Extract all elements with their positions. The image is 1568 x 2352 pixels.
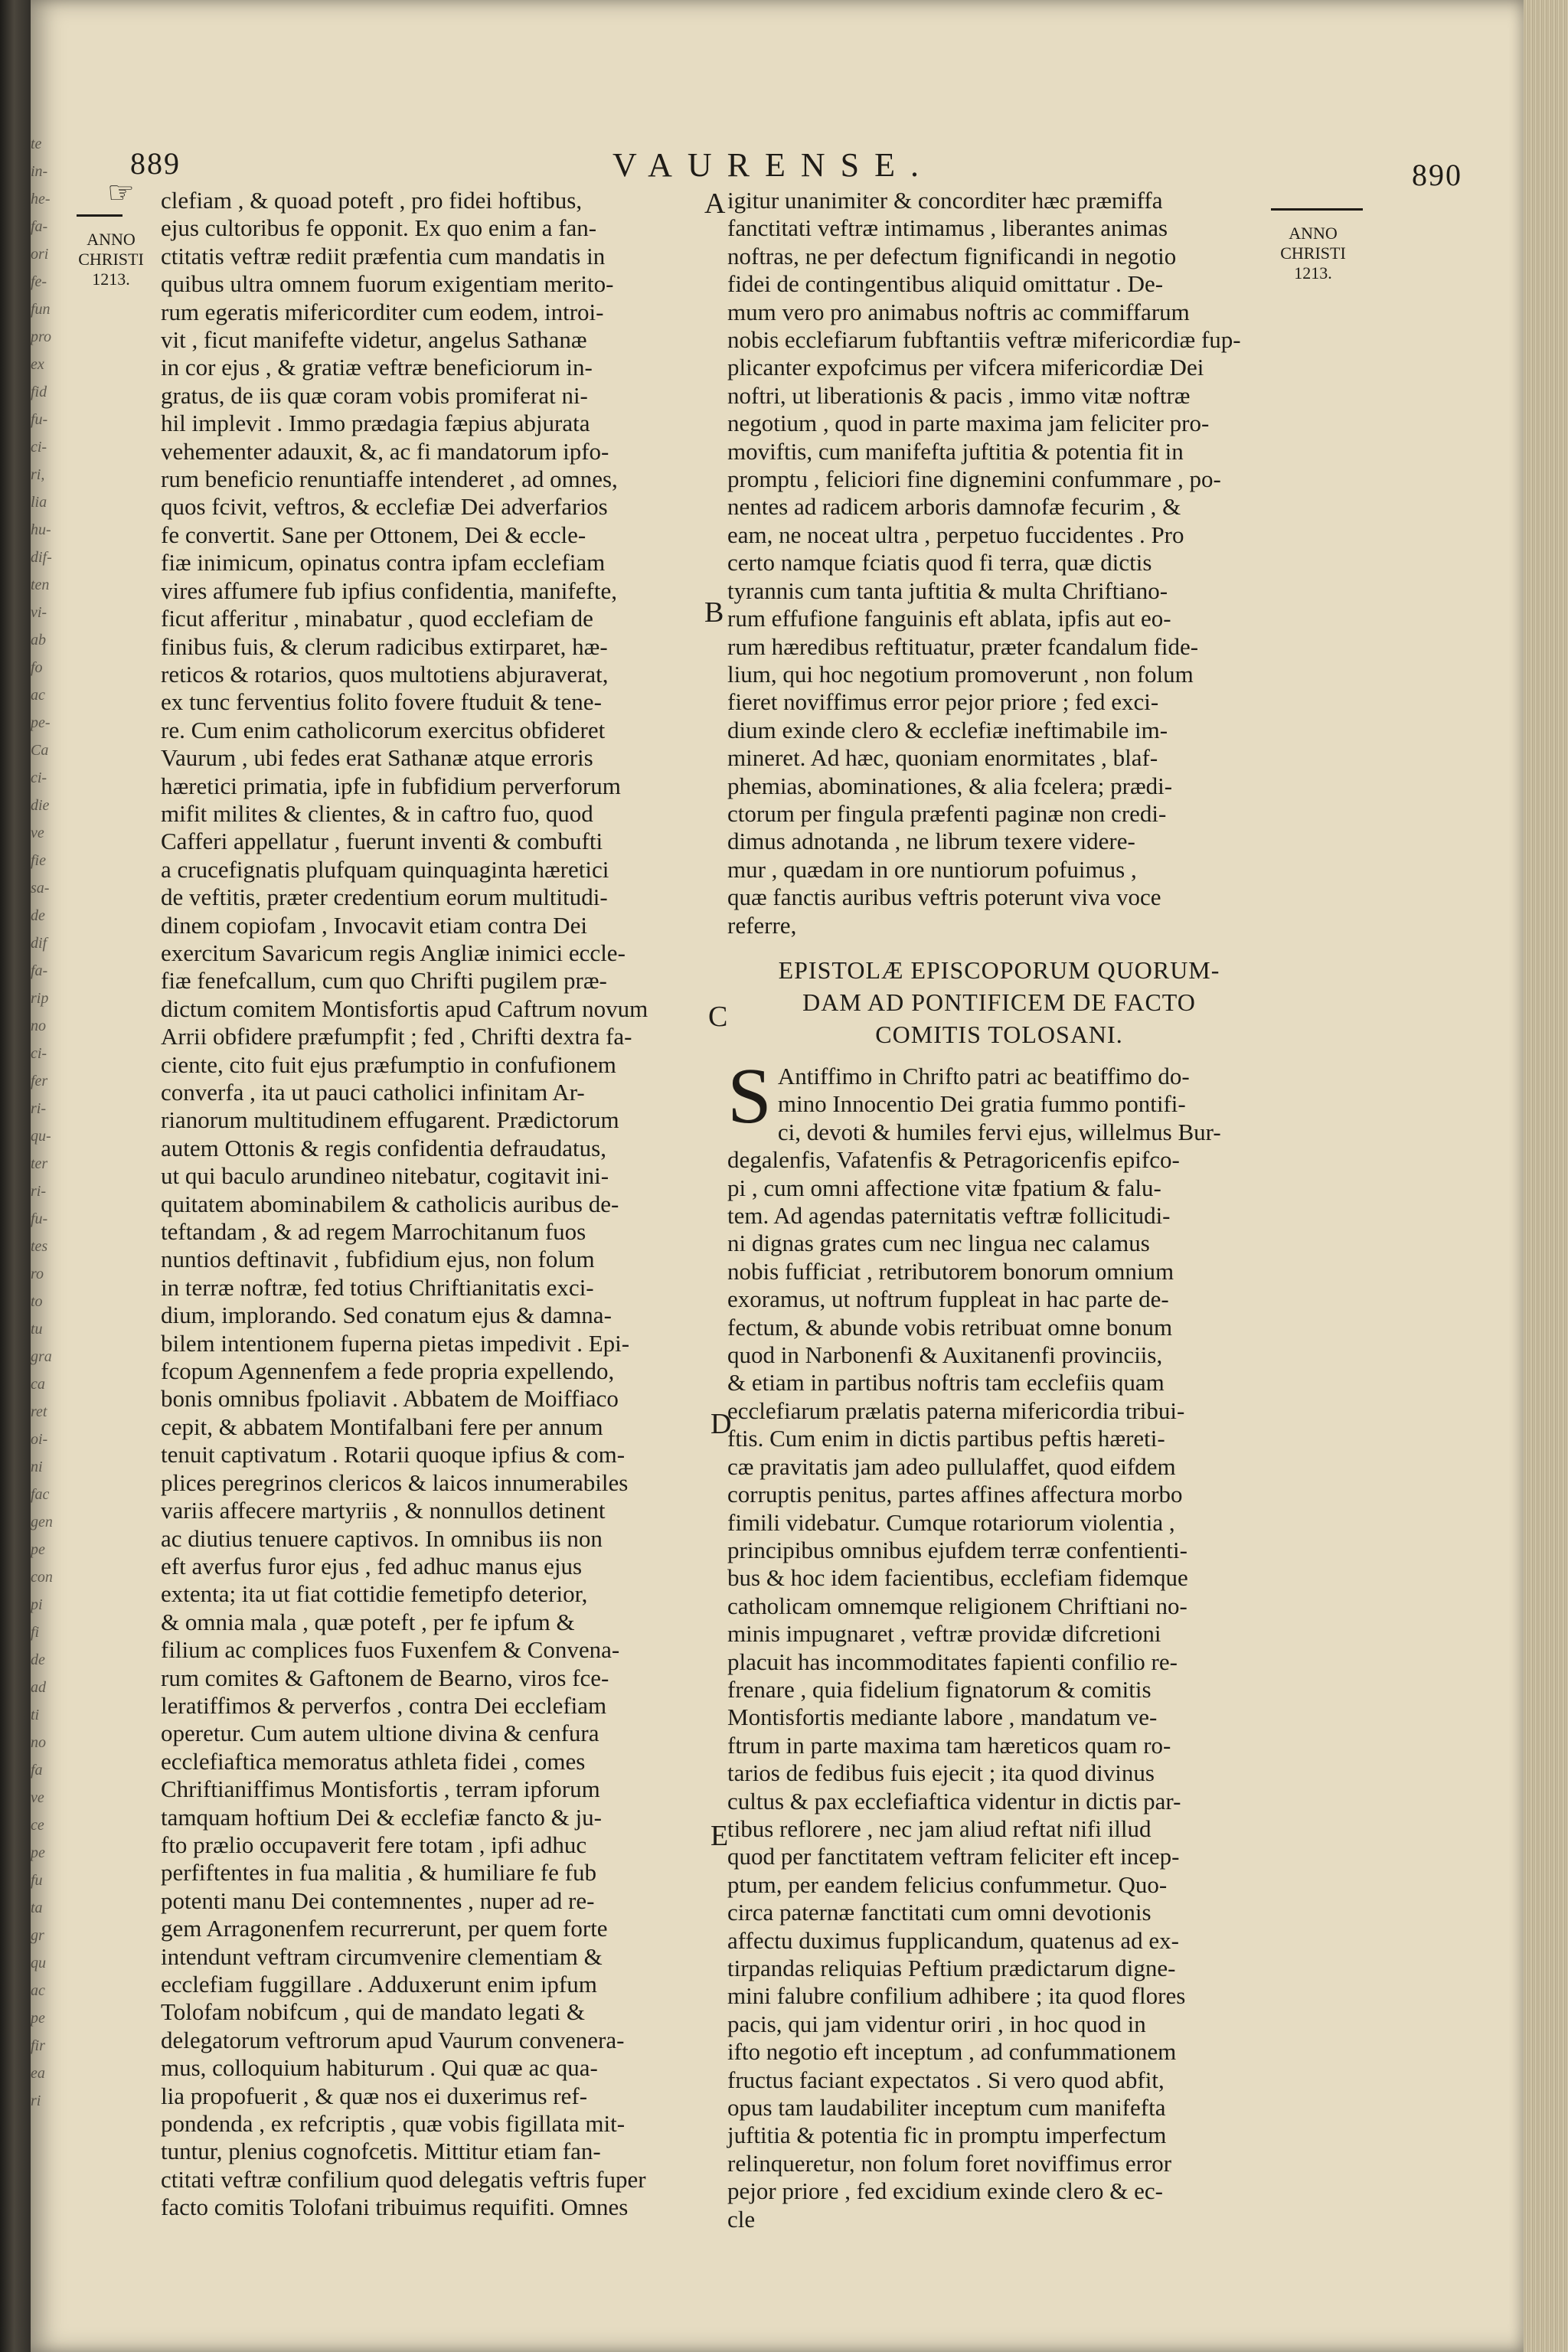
text-line: mineret. Ad hæc, quoniam enormitates , blaf- xyxy=(727,744,1158,772)
text-line: exercitum Savaricum regis Angliæ inimici eccle- xyxy=(161,939,626,966)
facing-page-fragment: ri- xyxy=(31,1100,46,1117)
text-line: rum effufione fanguinis eft ablata, ipfis aut eo- xyxy=(727,605,1171,632)
section-marker-d: D xyxy=(710,1408,732,1440)
text-line: circa paternæ fanctitati cum omni devotionis xyxy=(727,1899,1152,1926)
text-line: principibus omnibus ejufdem terræ confentienti- xyxy=(727,1536,1187,1563)
text-line: Antiffimo in Chrifto patri ac beatiffimo do- xyxy=(777,1063,1190,1089)
facing-page-fragment: fie xyxy=(31,852,46,869)
book-page xyxy=(31,0,1524,2352)
text-line: fiæ inimicum, opinatus contra ipfam ecclefiam xyxy=(161,549,606,577)
text-line: mur , quædam in ore nuntiorum pofuimus , xyxy=(727,855,1137,883)
text-line: extenta; ita ut fiat cottidie femetipfo deterior, xyxy=(161,1580,588,1608)
page-number-left: 889 xyxy=(130,146,181,181)
text-line: cæ pravitatis jam adeo pullulaffet, quod eifdem xyxy=(727,1452,1176,1480)
text-line: quitatem abominabilem & catholicis auribus de- xyxy=(161,1190,619,1217)
text-line: noftras, ne per defectum fignificandi in negotio xyxy=(727,242,1177,270)
text-line: ut qui baculo arundineo nitebatur, cogitavit ini- xyxy=(161,1162,609,1190)
heading-line: EPISTOLÆ EPISCOPORUM QUORUM- xyxy=(778,956,1220,984)
text-line: gem Arragonenfem recurrerunt, per quem forte xyxy=(161,1915,608,1942)
text-line: cle xyxy=(727,2205,756,2233)
facing-page-fragment: oi- xyxy=(31,1431,48,1448)
section-marker-c: C xyxy=(708,1001,728,1033)
facing-page-fragment: dif xyxy=(31,935,47,952)
text-line: potenti manu Dei contemnentes , nuper ad re- xyxy=(161,1886,595,1914)
facing-page-fragment: ci- xyxy=(31,769,47,786)
text-line: Vaurum , ubi fedes erat Sathanæ atque erroris xyxy=(161,744,593,772)
text-line: ctitatis veftræ rediit præfentia cum mandatis in xyxy=(161,242,606,270)
text-line: nentes ad radicem arboris damnofæ fecurim , & xyxy=(727,493,1181,521)
text-line: ftrum in parte maxima tam hæreticos quam ro- xyxy=(727,1731,1171,1759)
text-line: pi , cum omni affectione vitæ fpatium & falu- xyxy=(727,1174,1161,1201)
facing-page-fragment: fu- xyxy=(31,1210,48,1227)
facing-page-fragment: ci- xyxy=(31,439,47,456)
text-line: noftri, ut liberationis & pacis , immo vitæ noftræ xyxy=(727,381,1191,409)
page-edges xyxy=(1524,0,1568,2352)
text-line: quod in Narbonenfi & Auxitanenfi provinciis, xyxy=(727,1341,1163,1369)
facing-page-fragment: qu- xyxy=(31,1128,51,1145)
text-line: tuntur, plenius cognofcetis. Mittitur etiam fan- xyxy=(161,2138,601,2165)
text-line: opus tam laudabiliter inceptum cum manifefta xyxy=(727,2094,1166,2122)
text-line: promptu , feliciori fine dignemini confummare , po- xyxy=(727,466,1221,493)
text-line: ejus cultoribus fe opponit. Ex quo enim a fan- xyxy=(161,214,597,242)
text-line: plices peregrinos clericos & laicos innumerabiles xyxy=(161,1468,629,1496)
text-line: Chriftianiffimus Montisfortis , terram ipforum xyxy=(161,1775,600,1803)
text-line: ac diutius tenuere captivos. In omnibus iis non xyxy=(161,1524,603,1552)
year-note-right xyxy=(1271,224,1355,283)
text-line: in terræ noftræ, fed totius Chriftianitatis exci- xyxy=(161,1273,594,1301)
facing-page-fragment: gra xyxy=(31,1348,52,1365)
text-line: tibus reflorere , nec jam aliud reftat nifi illud xyxy=(727,1815,1152,1842)
facing-page-fragment: fa- xyxy=(31,962,48,979)
text-line: referre, xyxy=(727,911,797,939)
text-line: ex tunc ferventius folito fovere ftuduit & tene- xyxy=(161,688,602,716)
text-line: fiæ fenefcallum, cum quo Chrifti pugilem præ- xyxy=(161,967,607,995)
facing-page-fragment: ter xyxy=(31,1155,48,1172)
facing-page-fragment: gr xyxy=(31,1927,44,1944)
text-line: filium ac complices fuos Fuxenfem & Convena- xyxy=(161,1636,620,1664)
year-note-right-line: ANNO xyxy=(1289,224,1338,243)
facing-page-fragment: ri- xyxy=(31,1183,46,1200)
section-marker-a: A xyxy=(704,188,726,220)
page-number-right: 890 xyxy=(1412,158,1462,192)
text-line: placuit has incommoditates fapienti confilio re- xyxy=(727,1648,1178,1675)
text-line: dimus adnotanda , ne librum texere videre- xyxy=(727,828,1135,855)
facing-page-fragment: fid xyxy=(31,384,47,400)
text-line: fimili videbatur. Cumque rotariorum violentia , xyxy=(727,1508,1175,1536)
text-line: finibus fuis, & clerum radicibus extirparet, hæ- xyxy=(161,632,608,660)
text-line: degalenfis, Vafatenfis & Petragoricenfis epifco- xyxy=(727,1146,1180,1174)
text-line: bonis omnibus fpoliavit . Abbatem de Moiffiaco xyxy=(161,1385,619,1413)
text-line: & etiam in partibus noftris tam ecclefiis quam xyxy=(727,1369,1165,1396)
facing-page-fragment: ve xyxy=(31,1789,44,1806)
year-note-left-line: ANNO xyxy=(87,230,136,249)
text-line: bus & hoc idem facientibus, ecclefiam fidemque xyxy=(727,1564,1188,1592)
facing-page-fragment: ri, xyxy=(31,466,45,483)
heading-line: COMITIS TOLOSANI. xyxy=(875,1021,1123,1048)
text-line: perfiftentes in fua malitia , & humiliare fe fub xyxy=(161,1859,596,1886)
text-line: lia propofuerit , & quæ nos ei duxerimus ref- xyxy=(161,2082,588,2109)
facing-page-fragment: fu- xyxy=(31,411,48,428)
text-line: clefiam , & quoad poteft , pro fidei hoftibus, xyxy=(161,187,583,214)
facing-page-fragment: fer xyxy=(31,1073,48,1089)
facing-page-fragment: ci- xyxy=(31,1045,47,1062)
text-line: tenuit captivatum . Rotarii quoque ipfius & com- xyxy=(161,1441,626,1468)
text-line: ctorum per fingula præfenti paginæ non credi- xyxy=(727,799,1167,827)
facing-page-fragment: ri xyxy=(31,2092,41,2109)
year-note-right-line: 1213. xyxy=(1294,263,1332,283)
text-line: fieret noviffimus error pejor priore ; fed exci- xyxy=(727,688,1159,716)
facing-page-fragment: fac xyxy=(31,1486,50,1503)
text-line: quibus ultra omnem fuorum exigentiam merito- xyxy=(161,270,614,298)
text-line: phemias, abominationes, & alia fcelera; prædi- xyxy=(727,772,1173,799)
text-line: negotium , quod in parte maxima jam feliciter pro- xyxy=(727,410,1210,437)
text-line: dium exinde clero & ecclefiæ ineftimabile im- xyxy=(727,716,1168,743)
facing-page-fragment: fi xyxy=(31,1624,40,1641)
text-line: certo namque fciatis quod fi terra, quæ dictis xyxy=(727,549,1152,577)
text-line: delegatorum veftrorum apud Vaurum convenera- xyxy=(161,2026,625,2053)
text-line: fanctitati veftræ intimamus , liberantes animas xyxy=(727,214,1168,242)
text-line: rum hæredibus reftituatur, præter fcandalum fide- xyxy=(727,632,1199,660)
text-line: a crucefignatis plufquam quinquaginta hæretici xyxy=(161,855,609,883)
facing-page-fragment: he- xyxy=(31,191,51,207)
text-line: ci, devoti & humiles fervi ejus, willelmus Bur- xyxy=(777,1118,1221,1145)
year-note-left-line: CHRISTI xyxy=(78,250,144,269)
facing-page-fragment: ve xyxy=(31,825,44,841)
letter-heading xyxy=(735,954,1263,1050)
facing-page-fragment: pe xyxy=(31,1541,45,1558)
text-line: rum egeratis mifericorditer cum eodem, introi- xyxy=(161,298,604,325)
text-line: corruptis penitus, partes affines affectura morbo xyxy=(727,1481,1183,1508)
text-line: mus, colloquium habiturum . Qui quæ ac qua- xyxy=(161,2054,598,2082)
text-line: bilem intentionem fuperna pietas impedivit . Epi- xyxy=(161,1329,630,1357)
text-line: tirpandas reliquias Peftium prædictarum digne- xyxy=(727,1955,1176,1981)
text-line: pacis, qui jam videntur oriri , in hoc quod in xyxy=(727,2010,1146,2037)
text-line: plicanter expofcimus per vifcera mifericordiæ Dei xyxy=(727,354,1204,381)
text-line: facto comitis Tolofani tribuimus requifiti. Omnes xyxy=(161,2194,629,2221)
facing-page-fragment: no xyxy=(31,1018,46,1034)
text-line: vires affumere fub ipfius confidentia, manifefte, xyxy=(161,577,617,604)
facing-page-fragment: dif- xyxy=(31,549,52,566)
facing-page-fragment: de xyxy=(31,1651,45,1668)
text-line: dium, implorando. Sed conatum ejus & damna- xyxy=(161,1302,612,1329)
facing-page-fragment: no xyxy=(31,1734,46,1751)
text-line: mini falubre confilium adhibere ; ita quod flores xyxy=(727,1982,1186,2010)
margin-rule-right xyxy=(1271,208,1363,211)
text-line: frenare , quia fidelium fignatorum & comitis xyxy=(727,1675,1152,1703)
facing-page-fragment: ten xyxy=(31,577,50,593)
facing-page-fragment: gen xyxy=(31,1514,53,1530)
left-text-column xyxy=(161,187,720,2222)
facing-page-fragment: ab xyxy=(31,632,46,648)
facing-page-fragment: ca xyxy=(31,1376,45,1393)
margin-rule-left xyxy=(77,214,122,217)
text-line: ftis. Cum enim in dictis partibus peftis hæreti- xyxy=(727,1425,1165,1452)
text-line: eam, ne noceat ultra , perpetuo fuccidentes . Pro xyxy=(727,521,1184,548)
text-line: pondenda , ex refcriptis , quæ vobis figillata mit- xyxy=(161,2110,626,2138)
text-line: rum beneficio renuntiaffe intenderet , ad omnes, xyxy=(161,466,618,493)
text-line: ficut afferitur , minabatur , quod ecclefiam de xyxy=(161,605,593,632)
facing-page-fragment: lia xyxy=(31,494,47,511)
text-line: mum vero pro animabus noftris ac commiffarum xyxy=(727,298,1190,325)
facing-page-fragment: ex xyxy=(31,356,44,373)
text-line: lium, qui hoc negotium promoverunt , non folum xyxy=(727,660,1194,688)
text-line: ptum, per eandem felicius confummetur. Quo- xyxy=(727,1870,1168,1898)
text-line: dinem copiofam , Invocavit etiam contra Dei xyxy=(161,911,587,939)
facing-page-fragment: tes xyxy=(31,1238,48,1255)
text-line: cultus & pax ecclefiaftica videntur in dictis par- xyxy=(727,1787,1181,1815)
facing-page-fragment: ac xyxy=(31,1982,45,1999)
text-line: ecclefiam fuggillare . Adduxerunt enim ipfum xyxy=(161,1971,597,1998)
text-line: fe convertit. Sane per Ottonem, Dei & eccle- xyxy=(161,521,586,548)
text-line: catholicam omnemque religionem Chriftiani no- xyxy=(727,1592,1187,1619)
facing-page-fragment: qu xyxy=(31,1955,46,1971)
running-head: VAURENSE. xyxy=(612,146,934,184)
facing-page-fragment: in- xyxy=(31,163,48,180)
text-line: variis affecere martyriis , & nonnullos detinent xyxy=(161,1497,606,1524)
text-line: minis impugnaret , veftræ providæ difcretioni xyxy=(727,1620,1161,1648)
facing-page-fragment: fa xyxy=(31,1762,43,1779)
text-line: hil implevit . Immo prædagia fæpius abjurata xyxy=(161,410,590,437)
facing-page-fragment: ce xyxy=(31,1817,44,1834)
facing-page-fragment: ad xyxy=(31,1679,46,1696)
facing-page-fragment: ta xyxy=(31,1900,43,1916)
text-line: mifit milites & clientes, & in caftro fuo, quod xyxy=(161,799,593,827)
text-line: rianorum multitudinem effugarent. Prædictorum xyxy=(161,1106,619,1134)
text-line: de veftitis, præter credentium eorum multitudi- xyxy=(161,884,608,911)
facing-page-fragment: ea xyxy=(31,2065,45,2082)
text-line: reticos & rotarios, quos multotiens abjuraverat, xyxy=(161,660,609,688)
text-line: leratiffimos & perverfos , contra Dei ecclefiam xyxy=(161,1691,607,1719)
facing-page-fragment: ro xyxy=(31,1266,44,1282)
text-line: ctitati veftræ confilium quod delegatis veftris fuper xyxy=(161,2165,646,2193)
year-note-left xyxy=(69,230,153,289)
text-line: tamquam hoftium Dei & ecclefiæ fancto & ju- xyxy=(161,1803,602,1831)
facing-page-fragment: ac xyxy=(31,687,45,704)
facing-page-fragment: ti xyxy=(31,1707,40,1723)
pointing-hand-icon: ☞ xyxy=(107,175,135,210)
facing-page-fragment: te xyxy=(31,136,42,152)
text-line: nuntios deftinavit , fubfidium ejus, non folum xyxy=(161,1246,595,1273)
text-line: ciente, cito fuit ejus præfumptio in confufionem xyxy=(161,1050,616,1078)
facing-page-fragment: fu xyxy=(31,1872,43,1889)
text-line: Cafferi appellatur , fuerunt inventi & combufti xyxy=(161,828,603,855)
facing-page-fragment: ni xyxy=(31,1459,43,1475)
text-line: autem Ottonis & regis confidentia defraudatus, xyxy=(161,1134,606,1161)
text-line: in cor ejus , & gratiæ veftræ beneficiorum in- xyxy=(161,354,593,381)
year-note-right-line: CHRISTI xyxy=(1280,243,1346,263)
text-line: tarios de fedibus fuis ejecit ; ita quod divinus xyxy=(727,1759,1155,1787)
text-line: fructus faciant expectatos . Si vero quod abfit, xyxy=(727,2066,1165,2093)
text-line: gratus, de iis quæ coram vobis promiferat ni- xyxy=(161,381,588,409)
text-line: Tolofam nobifcum , qui de mandato legati & xyxy=(161,1998,585,2026)
facing-page-fragment: de xyxy=(31,907,45,924)
text-line: ni dignas grates cum nec lingua nec calamus xyxy=(727,1230,1150,1257)
facing-page-fragment: fir xyxy=(31,2037,45,2054)
facing-page-fragment: tu xyxy=(31,1321,43,1338)
facing-page-fragment: Ca xyxy=(31,742,49,759)
text-line: vehementer adauxit, &, ac fi mandatorum ipfo- xyxy=(161,437,609,465)
text-line: vit , ficut manifefte videtur, angelus Sathanæ xyxy=(161,326,587,354)
text-line: teftandam , & ad regem Marrochitanum fuos xyxy=(161,1218,586,1246)
facing-page-fragment: die xyxy=(31,797,50,814)
facing-page-fragment: sa- xyxy=(31,880,50,897)
facing-page-fragment: hu- xyxy=(31,521,51,538)
facing-page-fragment: fun xyxy=(31,301,51,318)
right-text-column-letter xyxy=(727,1052,1256,2233)
facing-page-fragment: fo xyxy=(31,659,43,676)
facing-page-fragment: pro xyxy=(31,328,52,345)
text-line: eft averfus furor ejus , fed adhuc manus ejus xyxy=(161,1552,583,1579)
facing-page-fragment: con xyxy=(31,1569,53,1586)
text-line: igitur unanimiter & concorditer hæc præmiffa xyxy=(727,187,1163,214)
text-line: juftitia & potentia fic in promptu imperfectum xyxy=(727,2122,1167,2149)
text-line: Montisfortis mediante labore , mandatum ve- xyxy=(727,1704,1158,1731)
text-line: nobis ecclefiarum fubftantiis veftræ mifericordiæ fup- xyxy=(727,326,1241,354)
section-marker-e: E xyxy=(710,1820,729,1852)
text-line: affectu duximus fupplicandum, quatenus ad ex- xyxy=(727,1926,1179,1954)
text-line: fto prælio occupaverit fere totam , ipfi adhuc xyxy=(161,1831,587,1858)
text-line: nobis fufficiat , retributorem bonorum omnium xyxy=(727,1257,1174,1285)
facing-page-fragment: fe- xyxy=(31,273,47,290)
text-line: tem. Ad agendas paternitatis veftræ follicitudi- xyxy=(727,1202,1171,1230)
text-line: exoramus, ut noftrum fuppleat in hac parte de- xyxy=(727,1285,1169,1313)
text-line: & omnia mala , quæ poteft , per fe ipfum & xyxy=(161,1608,575,1635)
text-line: quæ fanctis auribus veftris poterunt viva voce xyxy=(727,884,1161,911)
text-line: fcopum Agennenfem a fede propria expellendo, xyxy=(161,1357,615,1385)
text-line: mino Innocentio Dei gratia fummo pontifi- xyxy=(777,1090,1186,1118)
drop-cap: S xyxy=(727,1052,772,1140)
text-line: operetur. Cum autem ultione divina & cenfura xyxy=(161,1720,599,1747)
text-line: dictum comitem Montisfortis apud Caftrum novum xyxy=(161,995,648,1022)
text-line: ecclefiarum prælatis paterna mifericordia tribui- xyxy=(727,1396,1185,1424)
text-line: relinqueretur, non folum foret noviffimus error xyxy=(727,2149,1172,2177)
right-text-column-top xyxy=(727,187,1256,939)
text-line: converfa , ita ut pauci catholici infinitam Ar- xyxy=(161,1079,585,1106)
facing-page-fragment: ret xyxy=(31,1403,47,1420)
text-line: re. Cum enim catholicorum exercitus obfideret xyxy=(161,716,606,743)
facing-page-fragment: pe- xyxy=(31,714,51,731)
text-line: pejor priore , fed excidium exinde clero & ec- xyxy=(727,2177,1163,2205)
heading-line: DAM AD PONTIFICEM DE FACTO xyxy=(802,988,1196,1016)
facing-page-fragment: vi- xyxy=(31,604,47,621)
facing-page-fragment: rip xyxy=(31,990,49,1007)
text-line: ifto negotio eft inceptum , ad confummationem xyxy=(727,2038,1177,2066)
text-line: Arrii obfidere præfumpfit ; fed , Chrifti dextra fa- xyxy=(161,1023,632,1050)
text-line: moviftis, cum manifefta juftitia & potentia fit in xyxy=(727,437,1184,465)
facing-page-margin-text xyxy=(31,130,84,2335)
section-marker-b: B xyxy=(704,596,724,629)
year-note-left-line: 1213. xyxy=(92,270,130,289)
facing-page-fragment: to xyxy=(31,1293,43,1310)
text-line: quos fcivit, veftros, & ecclefiæ Dei adverfarios xyxy=(161,493,608,521)
text-line: fectum, & abunde vobis retribuat omne bonum xyxy=(727,1313,1173,1341)
text-line: tyrannis cum tanta juftitia & multa Chriftiano- xyxy=(727,577,1168,604)
facing-page-fragment: pi xyxy=(31,1596,43,1613)
text-line: intendunt veftram circumvenire clementiam & xyxy=(161,1942,603,1970)
text-line: quod per fanctitatem veftram feliciter eft incep- xyxy=(727,1843,1180,1870)
facing-page-fragment: pe xyxy=(31,1844,45,1861)
text-line: hæretici primatia, ipfe in fubfidium perverforum xyxy=(161,772,621,799)
facing-page-fragment: ori xyxy=(31,246,49,263)
text-line: cepit, & abbatem Montifalbani fere per annum xyxy=(161,1413,603,1440)
text-line: rum comites & Gaftonem de Bearno, viros fce- xyxy=(161,1664,609,1691)
facing-page-fragment: fa- xyxy=(31,218,48,235)
text-line: fidei de contingentibus aliquid omittatur . De- xyxy=(727,270,1164,298)
text-line: ecclefiaftica memoratus athleta fidei , comes xyxy=(161,1747,586,1775)
facing-page-fragment: pe xyxy=(31,2010,45,2027)
